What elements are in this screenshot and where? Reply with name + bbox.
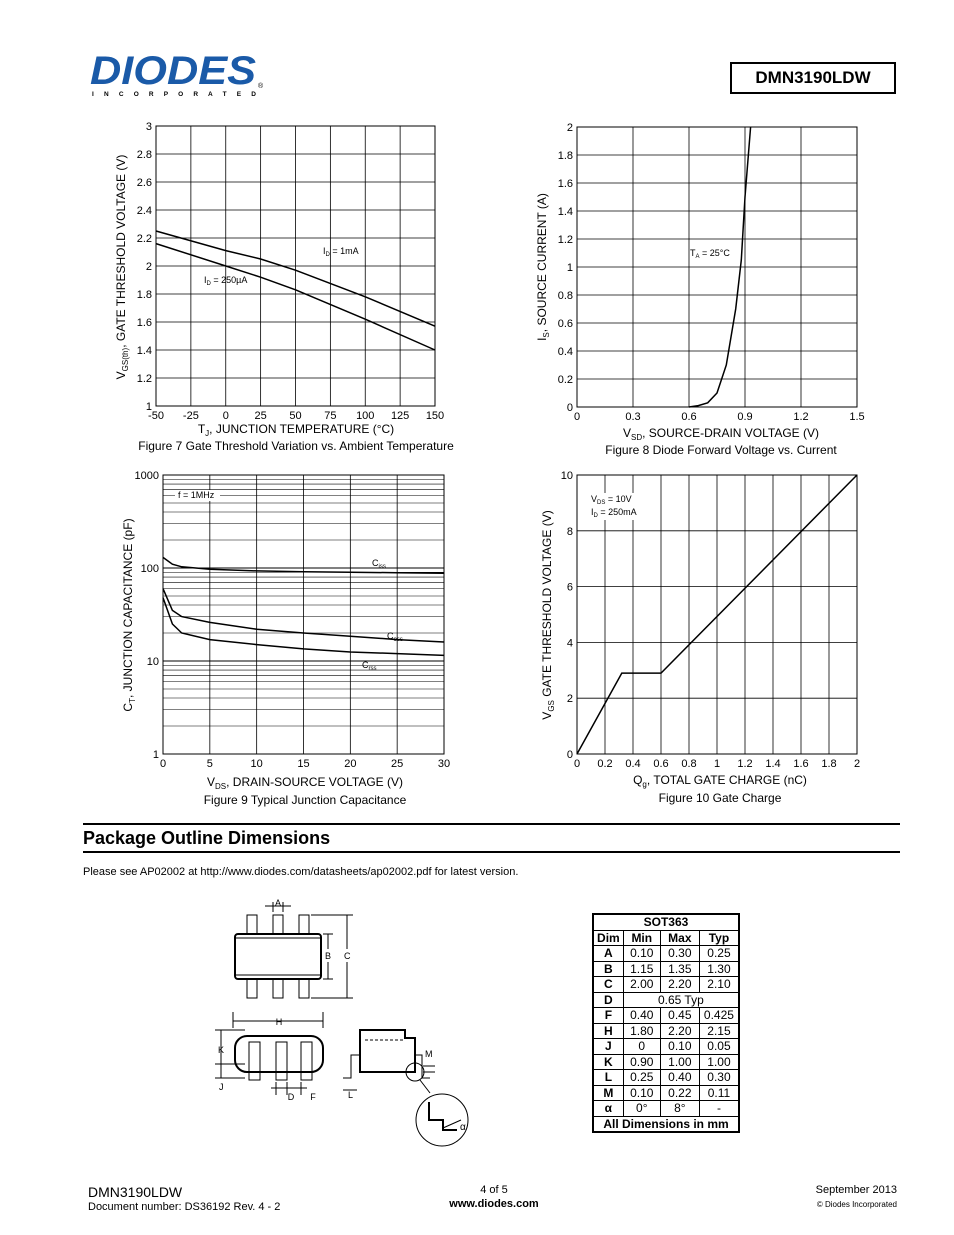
y-tick-label: 0.6: [557, 318, 573, 330]
table-cell: H: [593, 1023, 623, 1039]
x-tick-label: 75: [324, 410, 337, 422]
y-tick-label: 0.8: [557, 290, 573, 302]
fig9-caption: Figure 9 Typical Junction Capacitance: [203, 793, 407, 807]
y-tick-label: 2.4: [136, 205, 152, 217]
package-drawing: [205, 890, 485, 1155]
y-tick-label: 0.2: [557, 374, 573, 386]
x-tick-label: 25: [254, 410, 267, 422]
x-tick-label: 0.6: [653, 758, 669, 770]
y-tick-label: 2: [566, 122, 573, 134]
table-cell: 1.80: [623, 1023, 660, 1039]
footer-page: 4 of 5: [480, 1184, 508, 1196]
x-tick-label: 1.5: [849, 411, 865, 423]
dim-label-K: K: [218, 1045, 225, 1055]
table-cell: 0.05: [699, 1039, 739, 1055]
y-tick-label: 1000: [134, 470, 159, 482]
y-tick-label: 1.2: [136, 373, 152, 385]
dim-label-F: F: [310, 1092, 316, 1102]
table-cell: 1.00: [660, 1054, 699, 1070]
x-tick-label: 0.8: [681, 758, 697, 770]
table-cell: B: [593, 961, 623, 977]
table-row: [593, 1085, 739, 1101]
y-tick-label: 2.2: [136, 233, 152, 245]
side-view-body: [235, 1036, 323, 1072]
fig10-xlabel: $Q_g$, TOTAL GATE CHARGE (nC): [633, 773, 807, 789]
y-tick-label: 1.6: [557, 178, 573, 190]
table-cell: M: [593, 1085, 623, 1101]
table-row: [593, 1101, 739, 1117]
footer-copyright: © Diodes Incorporated: [816, 1200, 897, 1209]
x-tick-label: 0.3: [625, 411, 641, 423]
fig9-coss-label: $C_{oss}$: [387, 631, 403, 643]
fig9-ciss-label: $C_{iss}$: [372, 558, 386, 570]
table-cell: 1.00: [699, 1054, 739, 1070]
fig7-xlabel: $T_J$, JUNCTION TEMPERATURE (°C): [197, 422, 395, 438]
dim-label-L: L: [348, 1090, 354, 1100]
side-view-leads: [249, 1042, 312, 1080]
table-row: [593, 1039, 739, 1055]
x-tick-label: 0: [573, 411, 581, 423]
x-tick-label: 15: [297, 758, 310, 770]
table-cell: α: [593, 1101, 623, 1117]
y-tick-label: 100: [140, 563, 159, 575]
dim-label-M: M: [425, 1049, 433, 1059]
table-row: [593, 977, 739, 993]
y-tick-label: 1: [145, 401, 152, 413]
footer-part: DMN3190LDW: [88, 1184, 183, 1200]
table-cell: 1.30: [699, 961, 739, 977]
end-view-body: [360, 1030, 415, 1072]
table-cell: F: [593, 1008, 623, 1024]
x-tick-label: 100: [356, 410, 375, 422]
fig9-xlabel: $V_{DS}$, DRAIN-SOURCE VOLTAGE (V): [206, 775, 404, 791]
table-title: SOT363: [593, 914, 739, 930]
table-row: [593, 992, 739, 1008]
x-tick-label: 2: [853, 758, 861, 770]
table-cell: 0.11: [699, 1085, 739, 1101]
table-cell: 0.65 Typ: [623, 992, 739, 1008]
table-cell: 0.25: [623, 1070, 660, 1086]
y-tick-label: 0: [566, 402, 573, 414]
table-cell: 0.90: [623, 1054, 660, 1070]
table-cell: 1.35: [660, 961, 699, 977]
fig10-ylabel: $V_{GS}$ GATE THRESHOLD VOLTAGE (V): [540, 510, 556, 720]
x-tick-label: 1.6: [793, 758, 809, 770]
x-tick-label: 0.4: [625, 758, 641, 770]
y-tick-label: 1: [566, 262, 573, 274]
table-cell: D: [593, 992, 623, 1008]
y-tick-label: 1: [152, 749, 159, 761]
table-cell: 2.20: [660, 977, 699, 993]
table-cell: 0.425: [699, 1008, 739, 1024]
x-tick-label: 0: [222, 410, 229, 422]
dim-label-H: H: [275, 1017, 283, 1027]
footer-docnum: Document number: DS36192 Rev. 4 - 2: [88, 1201, 281, 1213]
table-cell: 0.30: [699, 1070, 739, 1086]
x-tick-label: 125: [390, 410, 410, 422]
dim-label-D: D: [287, 1092, 295, 1102]
y-tick-label: 8: [566, 525, 573, 538]
end-view-lead-left: [343, 1055, 360, 1078]
table-row: [593, 1008, 739, 1024]
dimension-table: [592, 913, 740, 1133]
table-row: [593, 961, 739, 977]
top-view-leads: [247, 915, 309, 998]
top-view-body: [235, 934, 321, 979]
table-cell: K: [593, 1054, 623, 1070]
table-cell: 0.40: [660, 1070, 699, 1086]
table-row: [593, 1054, 739, 1070]
y-tick-label: 2: [566, 693, 573, 706]
table-cell: 1.15: [623, 961, 660, 977]
table-row: [593, 1023, 739, 1039]
x-tick-label: 0.6: [681, 411, 697, 423]
table-cell: 2.00: [623, 977, 660, 993]
x-tick-label: 0.9: [737, 411, 753, 423]
logo-sub: I N C O R P O R A T E D: [92, 91, 256, 98]
table-cell: 0.10: [623, 1085, 660, 1101]
table-cell: A: [593, 946, 623, 962]
fig9-ylabel: $C_T$, JUNCTION CAPACITANCE (pF): [121, 518, 137, 712]
table-header: Typ: [699, 930, 739, 946]
table-cell: 2.20: [660, 1023, 699, 1039]
y-tick-label: 6: [566, 581, 573, 594]
x-tick-label: 10: [250, 758, 263, 770]
y-tick-label: 1.2: [557, 234, 573, 246]
table-cell: 2.10: [699, 977, 739, 993]
figure-9-chart: [80, 465, 480, 810]
table-header: Max: [660, 930, 699, 946]
y-tick-label: 10: [146, 656, 159, 668]
footer-date: September 2013: [815, 1184, 897, 1196]
table-row: [593, 1070, 739, 1086]
fig8-ylabel: $I_S$, SOURCE CURRENT (A): [535, 193, 551, 341]
fig8-xlabel: $V_{SD}$, SOURCE-DRAIN VOLTAGE (V): [622, 426, 820, 442]
part-number-box: [730, 62, 896, 94]
x-tick-label: 1.8: [821, 758, 837, 770]
dim-label-C: C: [344, 951, 351, 961]
x-tick-label: 1.2: [737, 758, 753, 770]
x-tick-label: 20: [344, 758, 357, 770]
table-header: Dim: [593, 930, 623, 946]
fig10-caption: Figure 10 Gate Charge: [658, 791, 782, 805]
section-rule-top: [83, 823, 900, 825]
footer-site[interactable]: www.diodes.com: [449, 1198, 539, 1210]
fig9-freq-label: f = 1MHz: [178, 490, 215, 500]
y-tick-label: 2.6: [136, 177, 152, 189]
y-tick-label: 10: [560, 470, 573, 482]
table-footer: All Dimensions in mm: [593, 1116, 739, 1132]
y-tick-label: 2.8: [136, 149, 152, 161]
table-cell: 0.10: [623, 946, 660, 962]
x-tick-label: 150: [425, 410, 445, 422]
logo-main: DIODES: [90, 49, 257, 93]
x-tick-label: 25: [391, 758, 404, 770]
package-note: Please see AP02002 at http://www.diodes.com/datasheets/ap02002.pdf for latest version.: [83, 866, 519, 878]
table-cell: 0.25: [699, 946, 739, 962]
y-tick-label: 0: [566, 749, 573, 761]
y-tick-label: 0.4: [557, 346, 573, 358]
x-tick-label: 0.2: [597, 758, 613, 770]
figure-8-chart: [520, 115, 900, 460]
y-tick-label: 3: [145, 121, 152, 133]
table-cell: 0.45: [660, 1008, 699, 1024]
x-tick-label: 1.4: [765, 758, 781, 770]
x-tick-label: 50: [289, 410, 302, 422]
x-tick-label: 0: [159, 758, 167, 770]
dim-label-A: A: [274, 898, 282, 908]
table-cell: 0.30: [660, 946, 699, 962]
y-tick-label: 4: [566, 637, 573, 650]
section-rule-bottom: [83, 851, 900, 853]
dim-label-alpha: α: [460, 1122, 466, 1133]
fig10-label-id: $I_D = 250mA$: [591, 507, 637, 519]
y-tick-label: 2: [145, 261, 152, 273]
x-tick-label: 1.2: [793, 411, 809, 423]
table-cell: C: [593, 977, 623, 993]
x-tick-label: -50: [148, 410, 164, 422]
y-tick-label: 1.4: [136, 345, 152, 357]
logo-reg: ®: [258, 83, 264, 90]
y-tick-label: 1.8: [136, 289, 152, 301]
figure-10-chart: [520, 465, 900, 810]
fig10-label-vds: $V_{DS} = 10V$: [591, 494, 632, 506]
table-cell: -: [699, 1101, 739, 1117]
fig7-ylabel: $V_{GS(th)}$, GATE THRESHOLD VOLTAGE (V): [114, 154, 130, 380]
table-header: Min: [623, 930, 660, 946]
fig8-label-ta: $T_A = 25^\circ C$: [690, 248, 730, 260]
table-cell: J: [593, 1039, 623, 1055]
table-cell: 2.15: [699, 1023, 739, 1039]
y-tick-label: 1.4: [557, 206, 573, 218]
fig8-caption: Figure 8 Diode Forward Voltage vs. Current: [605, 443, 837, 457]
figure-7-chart: [80, 115, 480, 460]
y-tick-label: 1.8: [557, 150, 573, 162]
dim-label-J: J: [219, 1082, 224, 1092]
x-tick-label: -25: [182, 410, 199, 422]
diodes-logo: [88, 48, 268, 100]
fig9-crss-label: $C_{rss}$: [362, 660, 377, 672]
table-cell: 0.10: [660, 1039, 699, 1055]
fig7-caption: Figure 7 Gate Threshold Variation vs. Ambient Temperature: [138, 439, 454, 453]
table-cell: 0.40: [623, 1008, 660, 1024]
fig7-label-1mA: $I_D = 1mA$: [323, 246, 359, 258]
x-tick-label: 1: [713, 758, 721, 770]
fig7-label-250uA: $I_D = 250\mu A$: [204, 275, 248, 287]
package-outline-title: Package Outline Dimensions: [83, 828, 331, 848]
table-cell: 0°: [623, 1101, 660, 1117]
table-row: [593, 946, 739, 962]
table-cell: 0.22: [660, 1085, 699, 1101]
table-cell: 0: [623, 1039, 660, 1055]
table-cell: 8°: [660, 1101, 699, 1117]
y-tick-label: 1.6: [136, 317, 152, 329]
part-number: DMN3190LDW: [755, 68, 871, 87]
x-tick-label: 0: [573, 758, 581, 770]
x-tick-label: 30: [437, 758, 451, 770]
table-cell: L: [593, 1070, 623, 1086]
x-tick-label: 5: [206, 758, 213, 770]
dim-label-B: B: [324, 951, 332, 961]
